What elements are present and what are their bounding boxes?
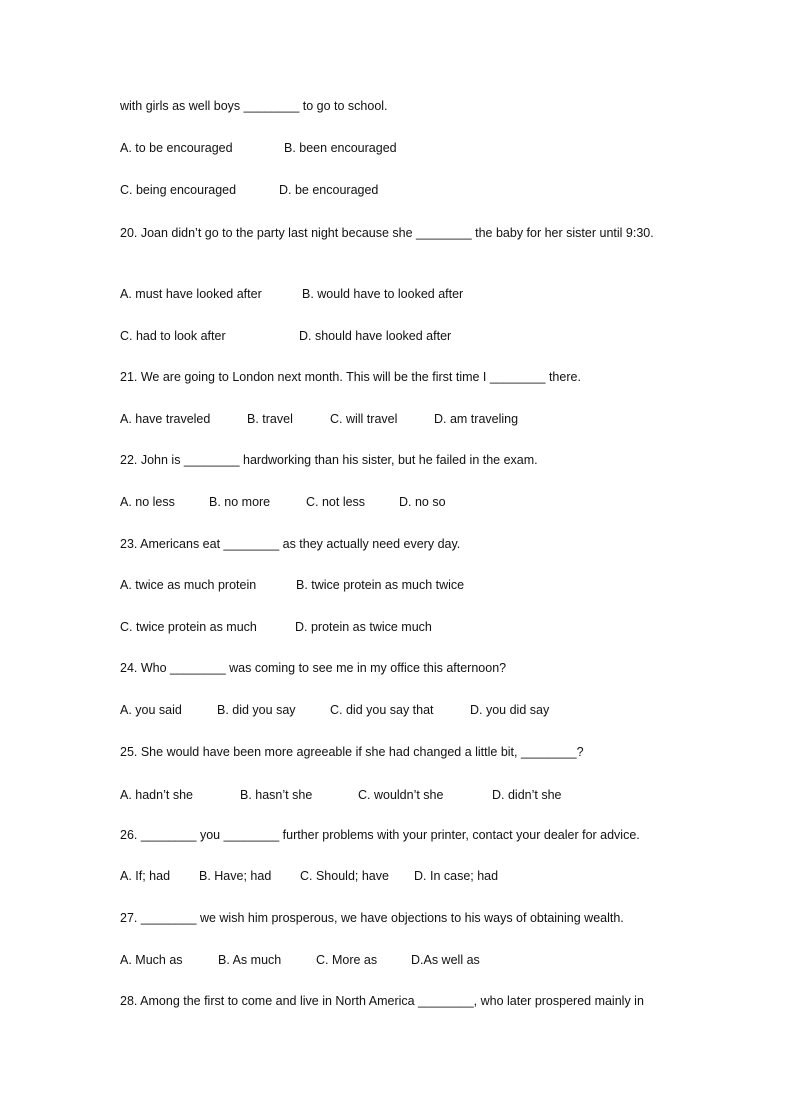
option-24-b: B. did you say (217, 703, 296, 717)
question-27: 27. ________ we wish him prosperous, we have objections to his ways of obtaining wealth. (120, 911, 624, 925)
option-26-a: A. If; had (120, 869, 171, 883)
option-27-d: D.As well as (411, 953, 480, 967)
option-19-c: C. being encouraged (120, 183, 237, 197)
option-20-c: C. had to look after (120, 329, 226, 343)
option-21-a: A. have traveled (120, 412, 211, 426)
option-26-b: B. Have; had (199, 869, 272, 883)
option-23-a: A. twice as much protein (120, 578, 257, 592)
option-19-d: D. be encouraged (279, 183, 379, 197)
question-24: 24. Who ________ was coming to see me in my office this afternoon? (120, 661, 507, 675)
option-25-d: D. didn’t she (492, 788, 562, 802)
option-21-b: B. travel (247, 412, 293, 426)
question-26: 26. ________ you ________ further problems with your printer, contact your dealer for advice. (120, 828, 640, 842)
option-23-b: B. twice protein as much twice (296, 578, 465, 592)
option-20-b: B. would have to looked after (302, 287, 464, 301)
option-19-b: B. been encouraged (284, 141, 397, 155)
option-27-b: B. As much (218, 953, 282, 967)
option-25-b: B. hasn’t she (240, 788, 313, 802)
question-28: 28. Among the first to come and live in North America ________, who later prospered mainly in (120, 994, 644, 1008)
option-24-a: A. you said (120, 703, 182, 717)
option-23-d: D. protein as twice much (295, 620, 432, 634)
option-26-d: D. In case; had (414, 869, 499, 883)
option-23-c: C. twice protein as much (120, 620, 257, 634)
option-25-c: C. wouldn’t she (358, 788, 444, 802)
question-20: 20. Joan didn’t go to the party last night because she ________ the baby for her sister until 9:30. (120, 226, 654, 240)
option-22-d: D. no so (399, 495, 446, 509)
question-21: 21. We are going to London next month. This will be the first time I ________ there. (120, 370, 581, 384)
question-25: 25. She would have been more agreeable if she had changed a little bit, ________? (120, 745, 584, 759)
option-27-c: C. More as (316, 953, 378, 967)
option-24-d: D. you did say (470, 703, 550, 717)
option-20-d: D. should have looked after (299, 329, 452, 343)
option-19-a: A. to be encouraged (120, 141, 233, 155)
option-27-a: A. Much as (120, 953, 183, 967)
option-22-c: C. not less (306, 495, 366, 509)
option-22-b: B. no more (209, 495, 271, 509)
question-23: 23. Americans eat ________ as they actually need every day. (120, 537, 461, 551)
option-20-a: A. must have looked after (120, 287, 262, 301)
option-26-c: C. Should; have (300, 869, 389, 883)
option-21-c: C. will travel (330, 412, 398, 426)
question-19-continuation: with girls as well boys ________ to go to school. (120, 99, 388, 113)
option-21-d: D. am traveling (434, 412, 519, 426)
option-22-a: A. no less (120, 495, 175, 509)
option-25-a: A. hadn’t she (120, 788, 193, 802)
question-22: 22. John is ________ hardworking than his sister, but he failed in the exam. (120, 453, 538, 467)
option-24-c: C. did you say that (330, 703, 434, 717)
